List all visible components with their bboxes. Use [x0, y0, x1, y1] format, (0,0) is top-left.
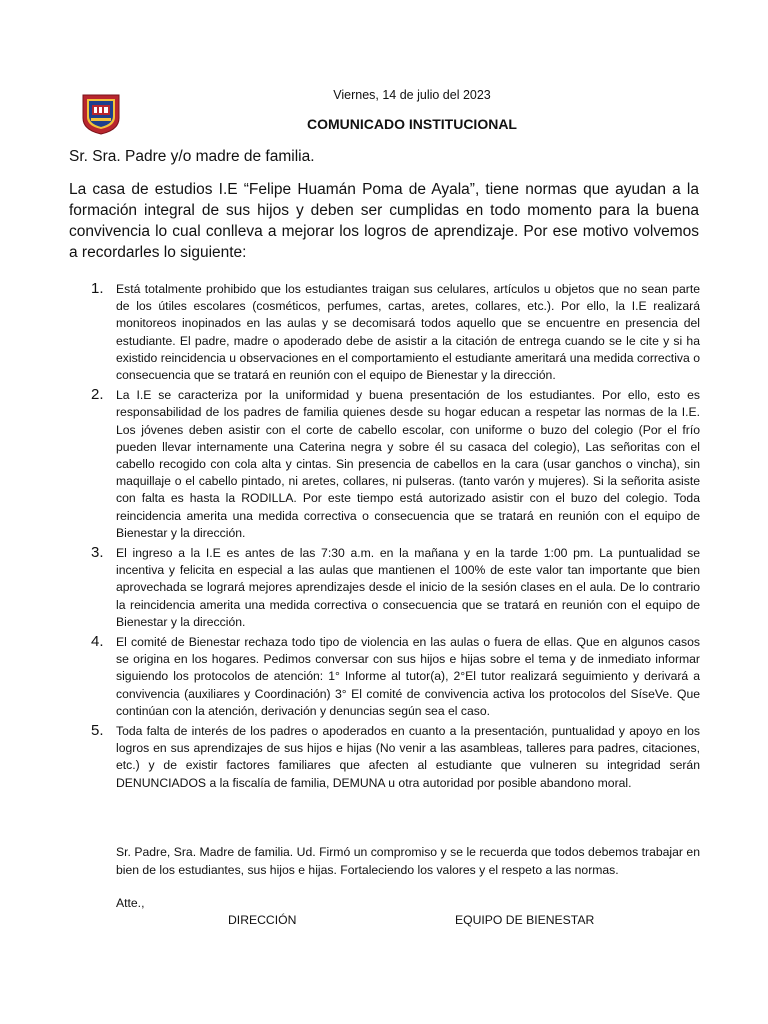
rule-text: El comité de Bienestar rechaza todo tipo de violencia en las aulas o fuera de ellas. Que en algunos casos se origina en los hogares. Pedimos conversar con sus hijos e hijas sobre el tema y de inmediato informar siguiendo los protocolos de atención: 1° Informe al tutor(a), 2°El tutor realizará seguimiento y derivará a convivencia (auxiliares y Coordinación) 3° El comité de convivencia activa los protocolos del SíseVe. Que continúan con la atención, derivación y denuncias según sea el caso.	[116, 635, 700, 718]
rule-item	[91, 387, 700, 542]
document-date: Viernes, 14 de julio del 2023	[333, 88, 491, 102]
closing-paragraph: Sr. Padre, Sra. Madre de familia. Ud. Firmó un compromiso y se le recuerda que todos debemos trabajar en bien de los estudiantes, sus hijos e hijas. Fortaleciendo los valores y el respeto a las normas.	[116, 845, 700, 877]
rule-item	[91, 281, 700, 384]
signoff: Atte.,	[116, 896, 145, 910]
intro-paragraph: La casa de estudios I.E “Felipe Huamán Poma de Ayala”, tiene normas que ayudan a la formación integral de sus hijos y deben ser cumplidas en todo momento para la buena convivencia lo cual conlleva a mejorar los logros de aprendizaje. Por ese motivo volvemos a recordarles lo siguiente:	[69, 181, 699, 261]
rule-number: 2.	[91, 386, 104, 404]
rule-text: El ingreso a la I.E es antes de las 7:30 a.m. en la mañana y en la tarde 1:00 pm. La puntualidad se incentiva y felicita en especial a las aulas que mantienen el 100% de este valor tan importante que bien aprovechada se logrará mejores aprendizajes desde el inicio de la sesión clases en el aula. De lo contrario la reincidencia amerita una medida correctiva o consecuencia que se tratará en reunión con el equipo de Bienestar y la dirección.	[116, 546, 700, 629]
rule-number: 4.	[91, 633, 104, 651]
rule-item	[91, 723, 700, 792]
rule-text: La I.E se caracteriza por la uniformidad y buena presentación de los estudiantes. Por ello, esto es responsabilidad de los padres de familia quienes desde su hogar educan a respetar las normas de la I.E. Los jóvenes deben asistir con el corte de cabello escolar, con uniforme o buzo del colegio (Por el frío pueden llevar internamente una Caterina negra y sobre él su casaca del colegio), Las señoritas con el cabello recogido con cola alta y cintas. Sin presencia de cabellos en la cara (usar ganchos o vincha), sin maquillaje o el cabello pintado, ni aretes, collares, ni pulseras. (tanto varón y mujeres). Si la señorita asiste con falta es hasta la RODILLA. Por este tiempo está autorizado asistir con el buzo del colegio. Toda reincidencia amerita una medida correctiva o consecuencia que se tratará en reunión con el equipo de Bienestar y la dirección.	[116, 388, 700, 540]
rule-text: Toda falta de interés de los padres o apoderados en cuanto a la presentación, puntualidad y apoyo en los logros en sus aprendizajes de sus hijos e hijas (No venir a las asambleas, talleres para padres, citaciones, etc.) y de existir factores familiares que afecten al estudiante que vulneren su integridad serán DENUNCIADOS a la fiscalía de familia, DEMUNA u otra autoridad por posible abandono moral.	[116, 724, 700, 790]
rule-number: 1.	[91, 280, 104, 297]
signature-wellbeing-team: EQUIPO DE BIENESTAR	[455, 913, 595, 927]
rule-text: Está totalmente prohibido que los estudiantes traigan sus celulares, artículos u objetos que no sean parte de los útiles escolares (cosméticos, perfumes, cartas, aretes, collares, etc.). Por ello, la I.E realizará monitoreos inopinados en las aulas y se decomisará todos aquello que se encuentre en presencia del estudiante. El padre, madre o apoderado debe de asistir a la citación de entrega cuando se le cite y si ha existido reincidencia u observaciones en el comportamiento el estudiante ameritará una medida correctiva o consecuencia que se tratará en reunión con el equipo de Bienestar y la dirección.	[116, 282, 700, 383]
rule-number: 5.	[91, 722, 104, 740]
greeting: Sr. Sra. Padre y/o madre de familia.	[69, 148, 315, 165]
rule-item	[91, 545, 700, 631]
signature-direction: DIRECCIÓN	[228, 913, 297, 927]
document-title: COMUNICADO INSTITUCIONAL	[307, 116, 517, 132]
rule-item	[91, 634, 700, 720]
rules-list	[91, 281, 700, 795]
rule-number: 3.	[91, 544, 104, 562]
